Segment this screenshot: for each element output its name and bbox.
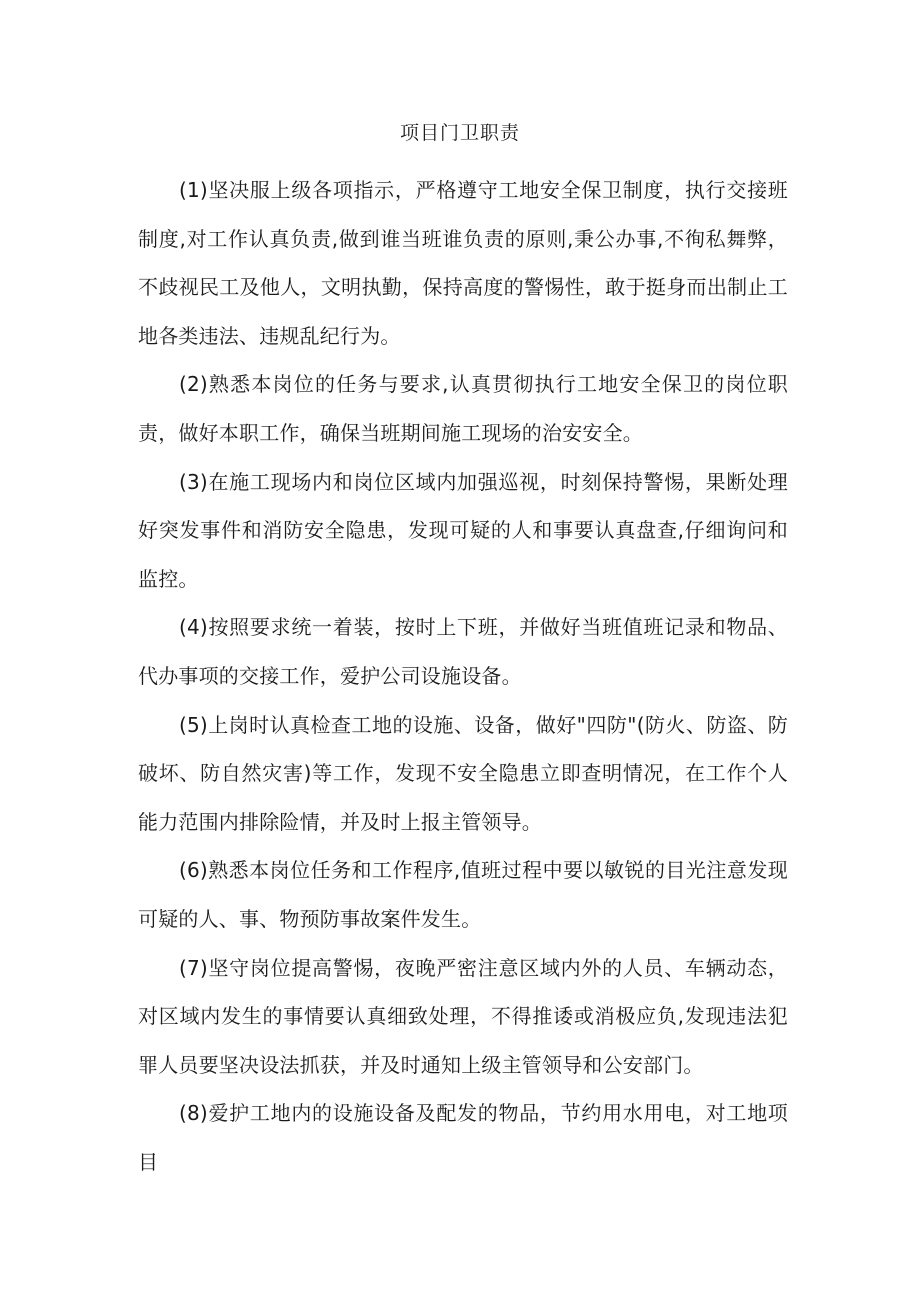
paragraph-2: (2)熟悉本岗位的任务与要求,认真贯彻执行工地安全保卫的岗位职责，做好本职工作，确保当班期间施工现场的治安安全。 <box>138 372 788 445</box>
paragraph-7: (7)坚守岗位提高警惕，夜晚严密注意区域内外的人员、车辆动态，对区域内发生的事情要认真细致处理，不得推诿或消极应负,发现违法犯罪人员要坚决设法抓获，并及时通知上级主管领导和公安部门。 <box>138 955 788 1077</box>
paragraph-5: (5)上岗时认真检查工地的设施、设备，做好"四防"(防火、防盗、防破坏、防自然灾害)等工作，发现不安全隐患立即查明情况，在工作个人能力范围内排除险情，并及时上报主管领导。 <box>138 712 788 834</box>
paragraph-4: (4)按照要求统一着装，按时上下班，并做好当班值班记录和物品、代办事项的交接工作，爱护公司设施设备。 <box>138 615 788 688</box>
paragraph-6: (6)熟悉本岗位任务和工作程序,值班过程中要以敏锐的目光注意发现可疑的人、事、物预防事故案件发生。 <box>138 858 788 931</box>
document-title: 项目门卫职责 <box>399 122 520 144</box>
document-body <box>138 166 788 1186</box>
paragraph-8: (8)爱护工地内的设施设备及配发的物品，节约用水用电，对工地项目 <box>138 1101 788 1174</box>
paragraph-3: (3)在施工现场内和岗位区域内加强巡视，时刻保持警惕，果断处理好突发事件和消防安全隐患，发现可疑的人和事要认真盘查,仔细询问和监控。 <box>138 469 788 591</box>
paragraph-1: (1)坚决服上级各项指示，严格遵守工地安全保卫制度，执行交接班制度,对工作认真负责,做到谁当班谁负责的原则,秉公办事,不徇私舞弊，不歧视民工及他人，文明执勤，保持高度的警惕性，敢于挺身而出制止工地各类违法、违规乱纪行为。 <box>138 178 788 348</box>
